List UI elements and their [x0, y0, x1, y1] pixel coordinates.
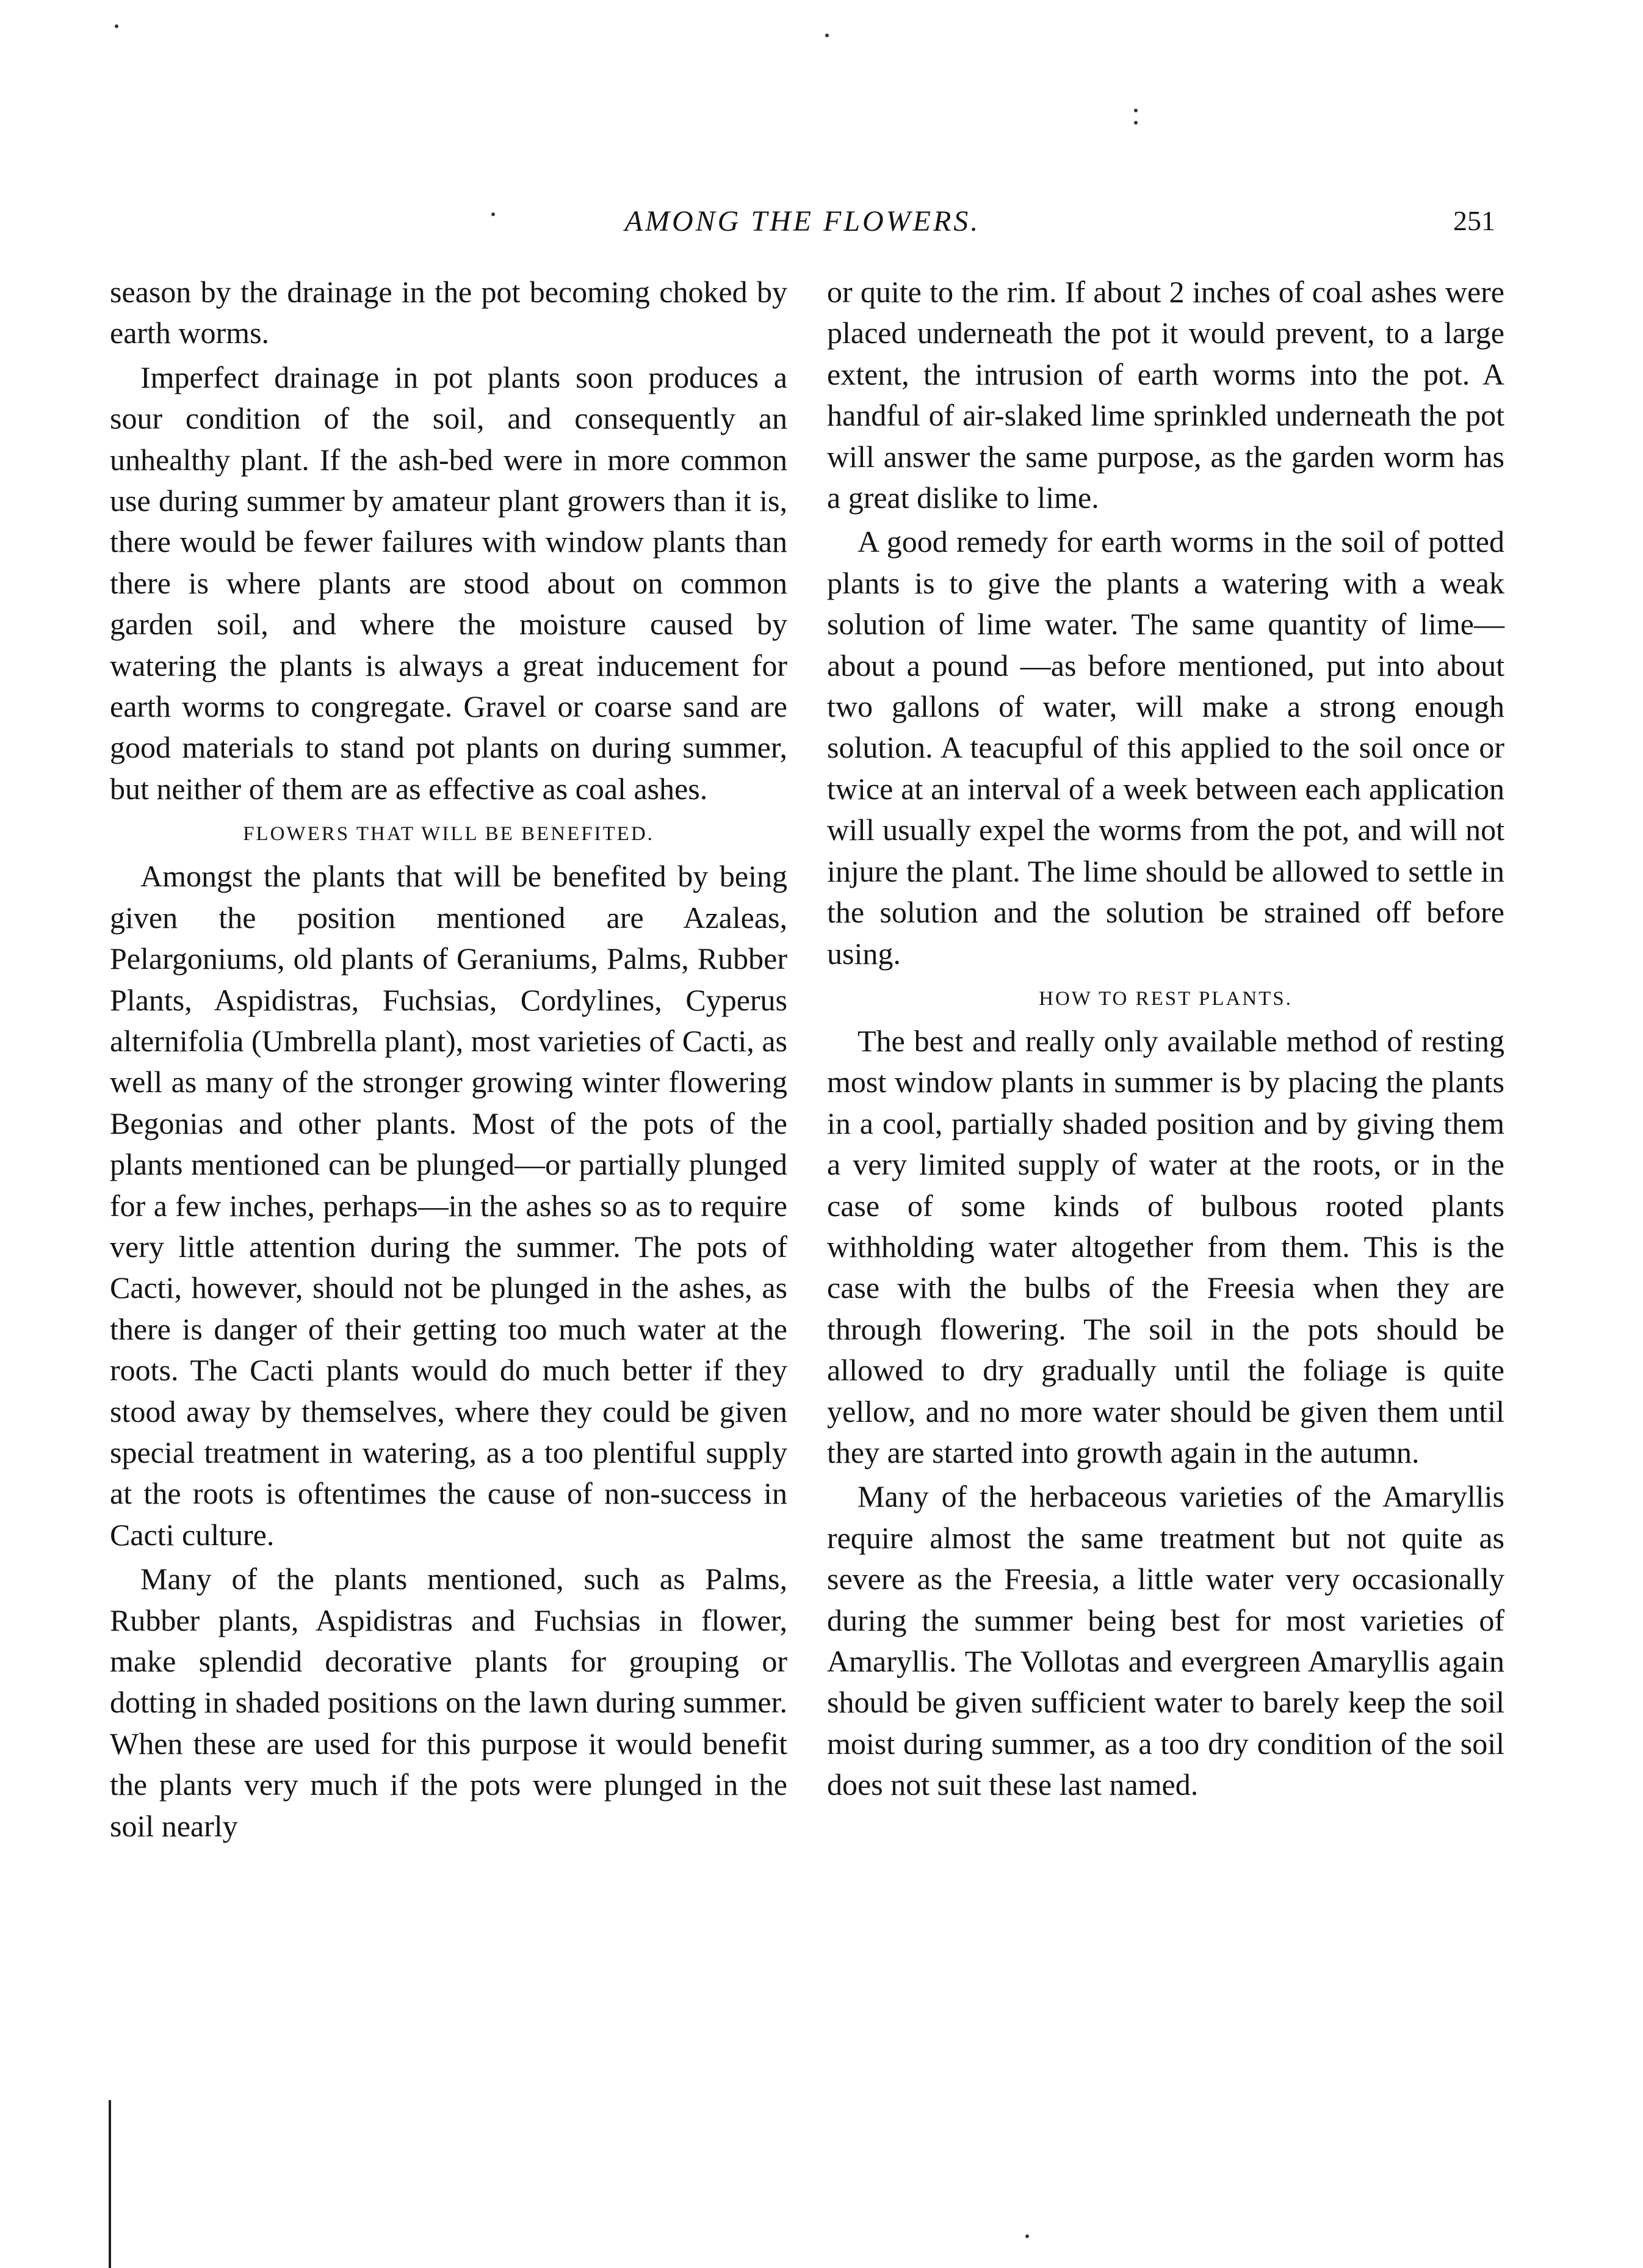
paragraph: Many of the herbaceous varieties of the Amaryllis require almost the same treatment but not quite as severe as the Freesia, a little water very occasionally during the summer being best for most varieties of Amaryllis. The Vollotas and evergreen Amaryllis again should be given sufficient water to barely keep the soil moist during summer, as a too dry condition of the soil does not suit these last named. [827, 1479, 1504, 1802]
scan-edge-mark [109, 2100, 111, 2268]
paragraph: A good remedy for earth worms in the soil of potted plants is to give the plants a watering with a weak solution of lime water. The same quantity of lime—about a pound —as before mentioned, put into about two gallons of water, will make a strong enough solution. A teacupful of this applied to the soil once or twice at an interval of a week between each application will usually expel the worms from the pot, and will not injure the plant. The lime should be allowed to settle in the solution and the solution be strained off before using. [827, 524, 1504, 971]
paragraph: Imperfect drainage in pot plants soon produces a sour condition of the soil, and consequently an unhealthy plant. If the ash-bed were in more common use during summer by amateur plant growers than it is, there would be fewer failures with window plants than there is where plants are stood about on common garden soil, and where the moisture caused by watering the plants is always a great inducement for earth worms to congregate. Gravel or coarse sand are good materials to stand pot plants on during summer, but neither of them are as effective as coal ashes. [110, 360, 787, 806]
paragraph: or quite to the rim. If about 2 inches of coal ashes were placed underneath the pot it would prevent, to a large extent, the intrusion of earth worms into the pot. A handful of air-slaked lime sprinkled underneath the pot will answer the same purpose, as the garden worm has a great dislike to lime. [827, 275, 1504, 515]
scan-speck [115, 24, 118, 28]
paragraph: Many of the plants mentioned, such as Palms, Rubber plants, Aspidistras and Fuchsias in flower, make splendid decorative plants for grouping or dotting in shaded positions on the lawn during summer. When these are used for this purpose it would benefit the plants very much if the pots were plunged in the soil nearly [110, 1562, 787, 1843]
page-number: 251 [1453, 205, 1495, 236]
right-column [827, 272, 1504, 1809]
scan-speck [1134, 109, 1138, 112]
section-heading: HOW TO REST PLANTS. [1039, 987, 1293, 1010]
running-title: AMONG THE FLOWERS. [624, 205, 981, 237]
paragraph: The best and really only available method of resting most window plants in summer is by placing the plants in a cool, partially shaded position and by giving them a very limited supply of water at the roots, or in the case of some kinds of bulbous rooted plants withholding water altogether from them. This is the case with the bulbs of the Freesia when they are through flowering. The soil in the pots should be allowed to dry gradually until the foliage is quite yellow, and no more water should be given them until they are started into growth again in the autumn. [827, 1023, 1504, 1469]
scan-speck [825, 34, 829, 37]
scan-speck [1025, 2234, 1029, 2238]
paragraph: season by the drainage in the pot becoming choked by earth worms. [110, 275, 787, 350]
paragraph: Amongst the plants that will be benefited by being given the position mentioned are Azaleas, Pelargoniums, old plants of Geraniums, Palms, Rubber Plants, Aspidistras, Fuchsias, Cordylines, Cyperus alternifolia (Umbrella plant), most varieties of Cacti, as well as many of the stronger growing winter flowering Begonias and other plants. Most of the pots of the plants mentioned can be plunged—or partially plunged for a few inches, perhaps—in the ashes so as to require very little attention during the summer. The pots of Cacti, however, should not be plunged in the ashes, as there is danger of their getting too much water at the roots. The Cacti plants would do much better if they stood away by themselves, where they could be given special treatment in watering, as a too plentiful supply at the roots is oftentimes the cause of non-success in Cacti culture. [110, 859, 787, 1552]
scan-speck [1134, 121, 1138, 125]
left-column [110, 272, 787, 1850]
section-heading: FLOWERS THAT WILL BE BENEFITED. [243, 823, 654, 846]
running-header [110, 205, 1495, 247]
